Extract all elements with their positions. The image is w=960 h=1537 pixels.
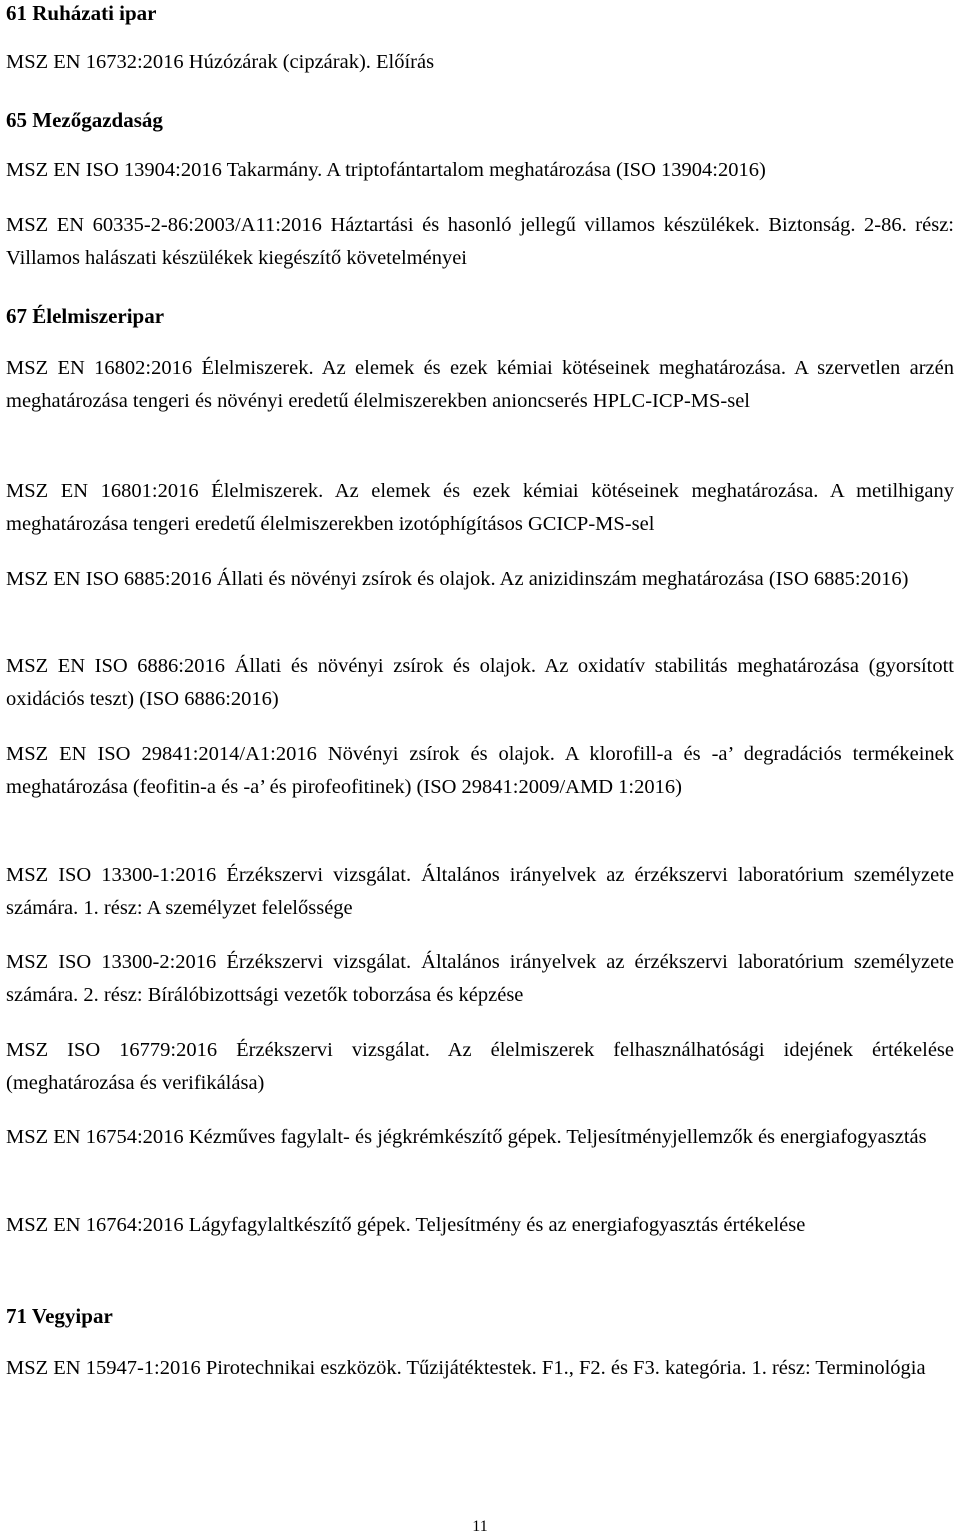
section-heading-61: 61 Ruházati ipar [6, 1, 157, 25]
standard-entry: MSZ EN ISO 13904:2016 Takarmány. A triptofántartalom meghatározása (ISO 13904:2016) [6, 159, 766, 181]
standard-entry: MSZ EN 16732:2016 Húzózárak (cipzárak). Előírás [6, 51, 435, 73]
section-heading-71: 71 Vegyipar [6, 1304, 113, 1328]
standard-entry: MSZ ISO 13300-2:2016 Érzékszervi vizsgálat. Általános irányelvek az érzékszervi laboratórium személyzete számára. 2. rész: Bírálóbizottsági vezetők toborzása és képzése [6, 951, 954, 1006]
standard-entry: MSZ EN 16802:2016 Élelmiszerek. Az elemek és ezek kémiai kötéseinek meghatározása. A szervetlen arzén meghatározása tengeri és növényi eredetű élelmiszerekben anioncserés HPLC-ICP-MS-sel [6, 357, 954, 412]
standard-entry: MSZ ISO 13300-1:2016 Érzékszervi vizsgálat. Általános irányelvek az érzékszervi laboratórium személyzete számára. 1. rész: A személyzet felelőssége [6, 864, 954, 919]
section-heading-67: 67 Élelmiszeripar [6, 304, 165, 328]
standard-entry: MSZ EN ISO 6885:2016 Állati és növényi zsírok és olajok. Az anizidinszám meghatározása (ISO 6885:2016) [6, 568, 909, 590]
standard-entry: MSZ EN ISO 29841:2014/A1:2016 Növényi zsírok és olajok. A klorofill-a és -a’ degradációs termékeinek meghatározása (feofitin-a és -a’ és pirofeofitinek) (ISO 29841:2009/AMD 1:2016) [6, 743, 954, 798]
standard-entry: MSZ EN 16801:2016 Élelmiszerek. Az elemek és ezek kémiai kötéseinek meghatározása. A metilhigany meghatározása tengeri eredetű élelmiszerekben izotóphígításos GCICP-MS-sel [6, 480, 954, 535]
standard-entry: MSZ EN 16764:2016 Lágyfagylaltkészítő gépek. Teljesítmény és az energiafogyasztás értékelése [6, 1214, 806, 1236]
standard-entry: MSZ EN 15947-1:2016 Pirotechnikai eszközök. Tűzijátéktestek. F1., F2. és F3. kategória. 1. rész: Terminológia [6, 1357, 926, 1379]
section-heading-65: 65 Mezőgazdaság [6, 108, 163, 132]
standard-entry: MSZ EN 16754:2016 Kézműves fagylalt- és jégkrémkészítő gépek. Teljesítményjellemzők és energiafogyasztás [6, 1126, 927, 1148]
standard-entry: MSZ EN 60335-2-86:2003/A11:2016 Háztartási és hasonló jellegű villamos készülékek. Biztonság. 2-86. rész: Villamos halászati készülékek kiegészítő követelményei [6, 214, 954, 269]
standard-entry: MSZ EN ISO 6886:2016 Állati és növényi zsírok és olajok. Az oxidatív stabilitás meghatározása (gyorsított oxidációs teszt) (ISO 6886:2016) [6, 655, 954, 710]
page-number: 11 [472, 1518, 488, 1535]
standard-entry: MSZ ISO 16779:2016 Érzékszervi vizsgálat. Az élelmiszerek felhasználhatósági idejének értékelése (meghatározása és verifikálása) [6, 1039, 954, 1094]
